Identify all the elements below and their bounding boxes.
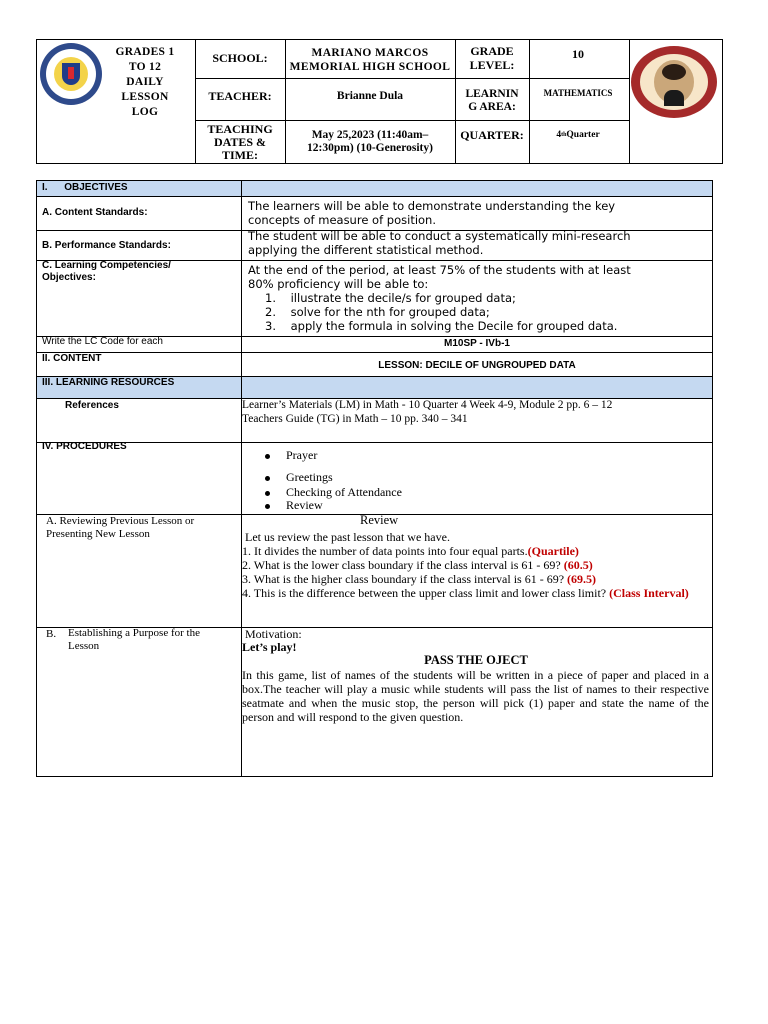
game-title: PASS THE OJECT bbox=[424, 653, 528, 667]
procedure-item-greetings-text: Greetings bbox=[286, 470, 333, 484]
review-question-2-text: 2. What is the lower class boundary if the class interval is 61 - 69? bbox=[242, 558, 564, 572]
review-answer-1: (Quartile) bbox=[527, 544, 579, 558]
competency-item-1: 1. illustrate the decile/s for grouped data; bbox=[265, 291, 516, 305]
quarter-number: 4 bbox=[556, 130, 562, 140]
procedure-item-attendance-text: Checking of Attendance bbox=[286, 485, 402, 499]
competency-item-3: 3. apply the formula in solving the Decile for grouped data. bbox=[265, 319, 618, 333]
competencies-label: C. Learning Competencies/ Objectives: bbox=[42, 260, 171, 283]
grade-level-label: GRADE LEVEL: bbox=[469, 44, 515, 72]
content-standards-label: A. Content Standards: bbox=[42, 207, 148, 218]
procedure-item-review-text: Review bbox=[286, 498, 323, 512]
motivation-label: Motivation: bbox=[245, 627, 302, 641]
review-answer-3: (69.5) bbox=[567, 572, 597, 586]
quarter-word: Quarter bbox=[566, 130, 600, 140]
objectives-heading: I. OBJECTIVES bbox=[42, 182, 128, 193]
grade-level-value: 10 bbox=[572, 47, 584, 61]
game-description: In this game, list of names of the students will be written in a piece of paper and placed in a box.The teacher will play a music while students will pass the list of names to their respective seatmate and when the music stop, the person will pick (1) paper and state the name of the person and will respond to the given question. bbox=[242, 668, 709, 724]
competencies-intro: At the end of the period, at least 75% of the students with at least 80% proficiency will be able to: bbox=[248, 263, 631, 291]
review-intro: Let us review the past lesson that we have. bbox=[245, 530, 450, 544]
procedure-item-attendance bbox=[265, 485, 402, 499]
review-question-4-text: 4. This is the difference between the upper class limit and lower class limit? bbox=[242, 586, 610, 600]
reviewing-label: A. Reviewing Previous Lesson or Presenting New Lesson bbox=[46, 515, 195, 540]
content-heading: II. CONTENT bbox=[42, 353, 102, 364]
competency-item-1-text: illustrate the decile/s for grouped data; bbox=[290, 291, 516, 305]
bullet-icon bbox=[265, 454, 270, 459]
review-answer-2: (60.5) bbox=[563, 558, 593, 572]
school-value: MARIANO MARCOS MEMORIAL HIGH SCHOOL bbox=[289, 47, 451, 73]
teacher-label: TEACHER: bbox=[208, 89, 272, 103]
procedure-item-prayer bbox=[265, 448, 317, 462]
reference-line-1: Learner’s Materials (LM) in Math - 10 Quarter 4 Week 4-9, Module 2 pp. 6 – 12 bbox=[242, 399, 613, 411]
lc-code-value: M10SP - IVb-1 bbox=[444, 338, 510, 349]
procedure-item-prayer-text: Prayer bbox=[286, 448, 318, 462]
bullet-icon bbox=[265, 504, 270, 509]
deped-seal-icon bbox=[40, 43, 102, 105]
review-question-2 bbox=[242, 558, 593, 572]
quarter-label: QUARTER: bbox=[460, 128, 524, 142]
performance-standards-label: B. Performance Standards: bbox=[42, 240, 171, 251]
school-seal-icon bbox=[631, 46, 717, 118]
performance-standards-text: The student will be able to conduct a systematically mini-research applying the different statistical method. bbox=[248, 229, 631, 257]
school-label: SCHOOL: bbox=[212, 51, 268, 65]
review-question-1-text: 1. It divides the number of data points into four equal parts. bbox=[242, 544, 528, 558]
purpose-label-letter: B. bbox=[46, 628, 57, 640]
review-title: Review bbox=[360, 513, 399, 527]
lets-play: Let’s play! bbox=[242, 640, 297, 654]
quarter-suffix: th bbox=[561, 132, 567, 138]
quarter-value bbox=[530, 121, 626, 149]
bullet-icon bbox=[265, 476, 270, 481]
lesson-title: LESSON: DECILE OF UNGROUPED DATA bbox=[378, 360, 576, 371]
lc-code-label: Write the LC Code for each bbox=[42, 336, 163, 347]
review-question-4 bbox=[242, 586, 710, 600]
procedure-item-review bbox=[265, 498, 323, 512]
content-standards-text: The learners will be able to demonstrate understanding the key concepts of measure of position. bbox=[248, 199, 616, 227]
dates-value: May 25,2023 (11:40am– 12:30pm) (10-Generosity) bbox=[307, 129, 433, 154]
dates-label: TEACHING DATES & TIME: bbox=[207, 121, 273, 162]
review-question-3 bbox=[242, 572, 596, 586]
procedures-heading: IV. PROCEDURES bbox=[42, 441, 127, 452]
teacher-value: Brianne Dula bbox=[336, 90, 404, 102]
learning-area-label: LEARNING AREA: bbox=[465, 88, 519, 113]
review-question-3-text: 3. What is the higher class boundary if the class interval is 61 - 69? bbox=[242, 572, 568, 586]
procedure-item-greetings bbox=[265, 470, 333, 484]
competency-item-3-text: apply the formula in solving the Decile for grouped data. bbox=[290, 319, 618, 333]
references-label: References bbox=[65, 400, 119, 411]
review-answer-4: (Class Interval) bbox=[609, 586, 689, 600]
grades-title: GRADES 1 TO 12 DAILY LESSON LOG bbox=[115, 45, 175, 118]
purpose-label: Establishing a Purpose for the Lesson bbox=[68, 627, 200, 652]
review-question-1 bbox=[242, 544, 579, 558]
resources-heading: III. LEARNING RESOURCES bbox=[42, 377, 175, 388]
reference-line-2: Teachers Guide (TG) in Math – 10 pp. 340 – 341 bbox=[242, 413, 468, 425]
learning-area-value: MATHEMATICS bbox=[543, 88, 613, 98]
competency-item-2: 2. solve for the nth for grouped data; bbox=[265, 305, 490, 319]
bullet-icon bbox=[265, 491, 270, 496]
competency-item-2-text: solve for the nth for grouped data; bbox=[290, 305, 490, 319]
